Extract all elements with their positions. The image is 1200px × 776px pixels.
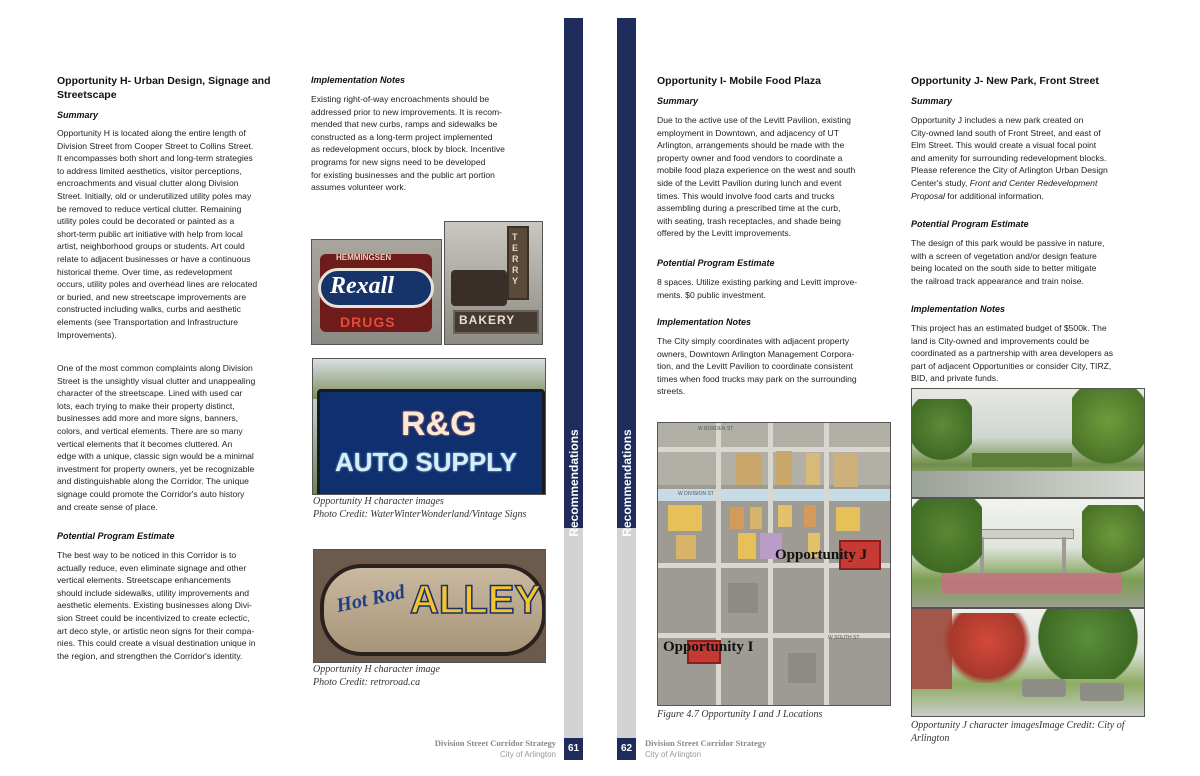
left-band-accent bbox=[564, 18, 583, 537]
paragraph-2: One of the most common complaints along Division Street is the unsightly visual clutter and unappealing character of the streetscape. Lined with used car lots, each trying to make their property distinct, businesses add more and more signs, banners, colors, and vertical elements. There are so many vertical elements that it becomes cluttered. An edge with a unique, classic sign would be a minimal investment for property owners, yet be recognizable and distinguishable along the Corridor. The unique signage could promote the Corridor's auto history and create sense of place. bbox=[57, 363, 256, 512]
implementation-heading: Implementation Notes bbox=[311, 75, 406, 85]
rexall-sign-top: HEMMINGSEN bbox=[336, 253, 392, 262]
summary-heading: Summary bbox=[57, 110, 99, 120]
park-caption: Opportunity J character imagesImage Credit: City of Arlington bbox=[911, 720, 1125, 744]
tree-left-2 bbox=[912, 499, 982, 579]
rg-sign-text: R&G bbox=[401, 405, 477, 443]
park-rendering-1 bbox=[911, 388, 1145, 498]
footer-title-right: Division Street Corridor Strategy bbox=[645, 738, 767, 748]
alley-sign-text: ALLEY bbox=[410, 578, 542, 622]
map-street-top: W BORDEN ST bbox=[698, 426, 734, 432]
park-rendering-2 bbox=[911, 498, 1145, 608]
summary-heading-j: Summary bbox=[911, 96, 953, 106]
summary-text: Opportunity H is located along the entire length of Division Street from Cooper Street to Collins Street. It encompasses both short and long-term strategies to address limited aesthetics, visitor perceptions, encroachments and visual clutter along Division Street. Initially, old or underutilized utility poles may be removed to reduce vertical clutter. Remaining utility poles could be decorated or painted as a short-term public art initiative with help from local artist, neighborhood groups or students. Art could relate to adjacent businesses or have a continuous historical theme. Over time, as redevelopment occurs, utility poles and overhead lines are relocated or buried, and new streetscape improvements are constructed including walks, curbs and aesthetic elements (see Transportation and Infrastructure Improvements). bbox=[57, 128, 258, 340]
footer-sub-left: City of Arlington bbox=[499, 750, 556, 759]
estimate-text-i: 8 spaces. Utilize existing parking and Levitt improve- ments. $0 public investment. bbox=[657, 277, 858, 300]
tree-right-3 bbox=[1032, 609, 1144, 679]
tree-left bbox=[912, 399, 972, 464]
right-side-band bbox=[617, 18, 636, 758]
flower-bed bbox=[942, 573, 1122, 593]
summary-text-j-part2: for additional information. bbox=[944, 190, 1044, 201]
implementation-text-j: This project has an estimated budget of $500k. The land is City-owned and improvements could be coordinated as a partnership with area developers as part of adjacent Opportunities or consider City, TIRZ, BID, and private funds. bbox=[911, 323, 1114, 384]
footer-title-left: Division Street Corridor Strategy bbox=[434, 738, 556, 748]
rg-auto-supply-photo bbox=[312, 358, 546, 495]
summary-heading-i: Summary bbox=[657, 96, 699, 106]
hot-rod-alley-photo bbox=[313, 549, 546, 663]
planter-2 bbox=[1080, 683, 1124, 701]
map-graphic bbox=[658, 423, 890, 705]
opportunity-j-title: Opportunity J- New Park, Front Street bbox=[911, 75, 1099, 87]
terry-sign-text: TERRY bbox=[512, 232, 519, 286]
summary-text-j bbox=[911, 114, 1151, 202]
estimate-heading-i: Potential Program Estimate bbox=[657, 258, 775, 268]
rexall-sign-photo bbox=[311, 239, 442, 345]
page-number-61: 61 bbox=[564, 738, 583, 760]
opportunity-h-title: Opportunity H- Urban Design, Signage and Streetscape bbox=[57, 75, 271, 101]
opportunity-i-title: Opportunity I- Mobile Food Plaza bbox=[657, 75, 821, 87]
terry-bakery-photo bbox=[444, 221, 543, 345]
tree-right-2 bbox=[1082, 505, 1144, 579]
rexall-sign-main: Rexall bbox=[330, 273, 394, 299]
implementation-text: Existing right-of-way encroachments should be addressed prior to new improvements. It is recom- mended that new curbs, ramps and sidewalks be constructed as a long-term project implemented as redevelopment occurs, block by block. Incentive programs for new signs need to be developed for existing businesses and the public art portion assumes volunteer work. bbox=[311, 94, 505, 193]
page-number-62: 62 bbox=[617, 738, 636, 760]
implementation-heading-j: Implementation Notes bbox=[911, 304, 1006, 314]
estimate-text: The best way to be noticed in this Corridor is to actually reduce, even eliminate signage and other vertical elements. Streetscape enhancements should include sidewalks, utility improvements and aesthetic elements. Existing businesses along Divi- sion Street could be incentivized to create eclectic, art deco style, or artistic neon signs for their compa- nies. This could create a visual destination unique in the region, and strengthen the Corridor's identity. bbox=[57, 550, 256, 661]
recommendations-label-left: Recommendations bbox=[566, 429, 581, 537]
map-caption: Figure 4.7 Opportunity I and J Locations bbox=[657, 709, 823, 720]
caption-2: Opportunity H character image Photo Credit: retroroad.ca bbox=[313, 664, 440, 688]
tree-right bbox=[1072, 389, 1144, 469]
implementation-heading-i: Implementation Notes bbox=[657, 317, 752, 327]
estimate-heading-j: Potential Program Estimate bbox=[911, 219, 1029, 229]
left-side-band bbox=[564, 18, 583, 758]
bakery-sign-text: BAKERY bbox=[459, 313, 516, 327]
caption-1: Opportunity H character images Photo Credit: WaterWinterWonderland/Vintage Signs bbox=[313, 496, 527, 520]
map-label-opportunity-j: Opportunity J bbox=[775, 547, 868, 563]
estimate-text-j: The design of this park would be passive in nature, with a screen of vegetation and/or design feature being located on the south side to better mitigate the railroad track appearance and train noise. bbox=[911, 238, 1105, 286]
auto-supply-sign-text: AUTO SUPPLY bbox=[335, 447, 518, 477]
footer-sub-right: City of Arlington bbox=[645, 750, 702, 759]
pavilion-roof bbox=[972, 529, 1074, 539]
summary-text-i: Due to the active use of the Levitt Pavilion, existing employment in Downtown, and adjacency of UT Arlington, arrangements should be made with the property owner and food vendors to coordinate a mobile food plaza experience on the west and south side of the Levitt Pavilion during lunch and event times. This would involve food carts and trucks assembling during a prescribed time at the curb, with seating, trash receptacles, and shade being offered by the Levitt improvements. bbox=[657, 115, 856, 239]
park-rendering-3 bbox=[911, 608, 1145, 717]
bakery-pig-shape bbox=[451, 270, 507, 306]
plaza-path bbox=[912, 471, 1144, 497]
rexall-sign-bottom: DRUGS bbox=[340, 314, 396, 330]
hot-rod-sign-text: Hot Rod bbox=[334, 581, 407, 617]
planter-1 bbox=[1022, 679, 1066, 697]
summary-text-j-part1: Opportunity J includes a new park created on City-owned land south of Front Street, and east of Elm Street. This would create a visual focal point and amenity for surrounding redevelopment blocks. Please reference the City of Arlington Urban Design Center's study, bbox=[911, 115, 1108, 188]
map-street-mid: W DIVISION ST bbox=[678, 491, 714, 497]
summary-text-j-italic: Front and Center Redevelopment Proposal bbox=[911, 177, 1098, 201]
red-tree bbox=[942, 613, 1032, 683]
map-street-bottom: W SOUTH ST bbox=[828, 635, 860, 641]
pavilion-post-right bbox=[1062, 537, 1066, 573]
map-label-opportunity-i: Opportunity I bbox=[663, 639, 754, 655]
recommendations-label-right: Recommendations bbox=[619, 429, 634, 537]
right-band-accent bbox=[617, 18, 636, 537]
hedge bbox=[972, 453, 1072, 467]
estimate-heading: Potential Program Estimate bbox=[57, 531, 175, 541]
opportunity-map bbox=[657, 422, 891, 706]
implementation-text-i: The City simply coordinates with adjacent property owners, Downtown Arlington Management Corpora- tion, and the Levitt Pavilion to coordinate consistent times when food trucks may park on the surrounding streets. bbox=[657, 336, 857, 397]
